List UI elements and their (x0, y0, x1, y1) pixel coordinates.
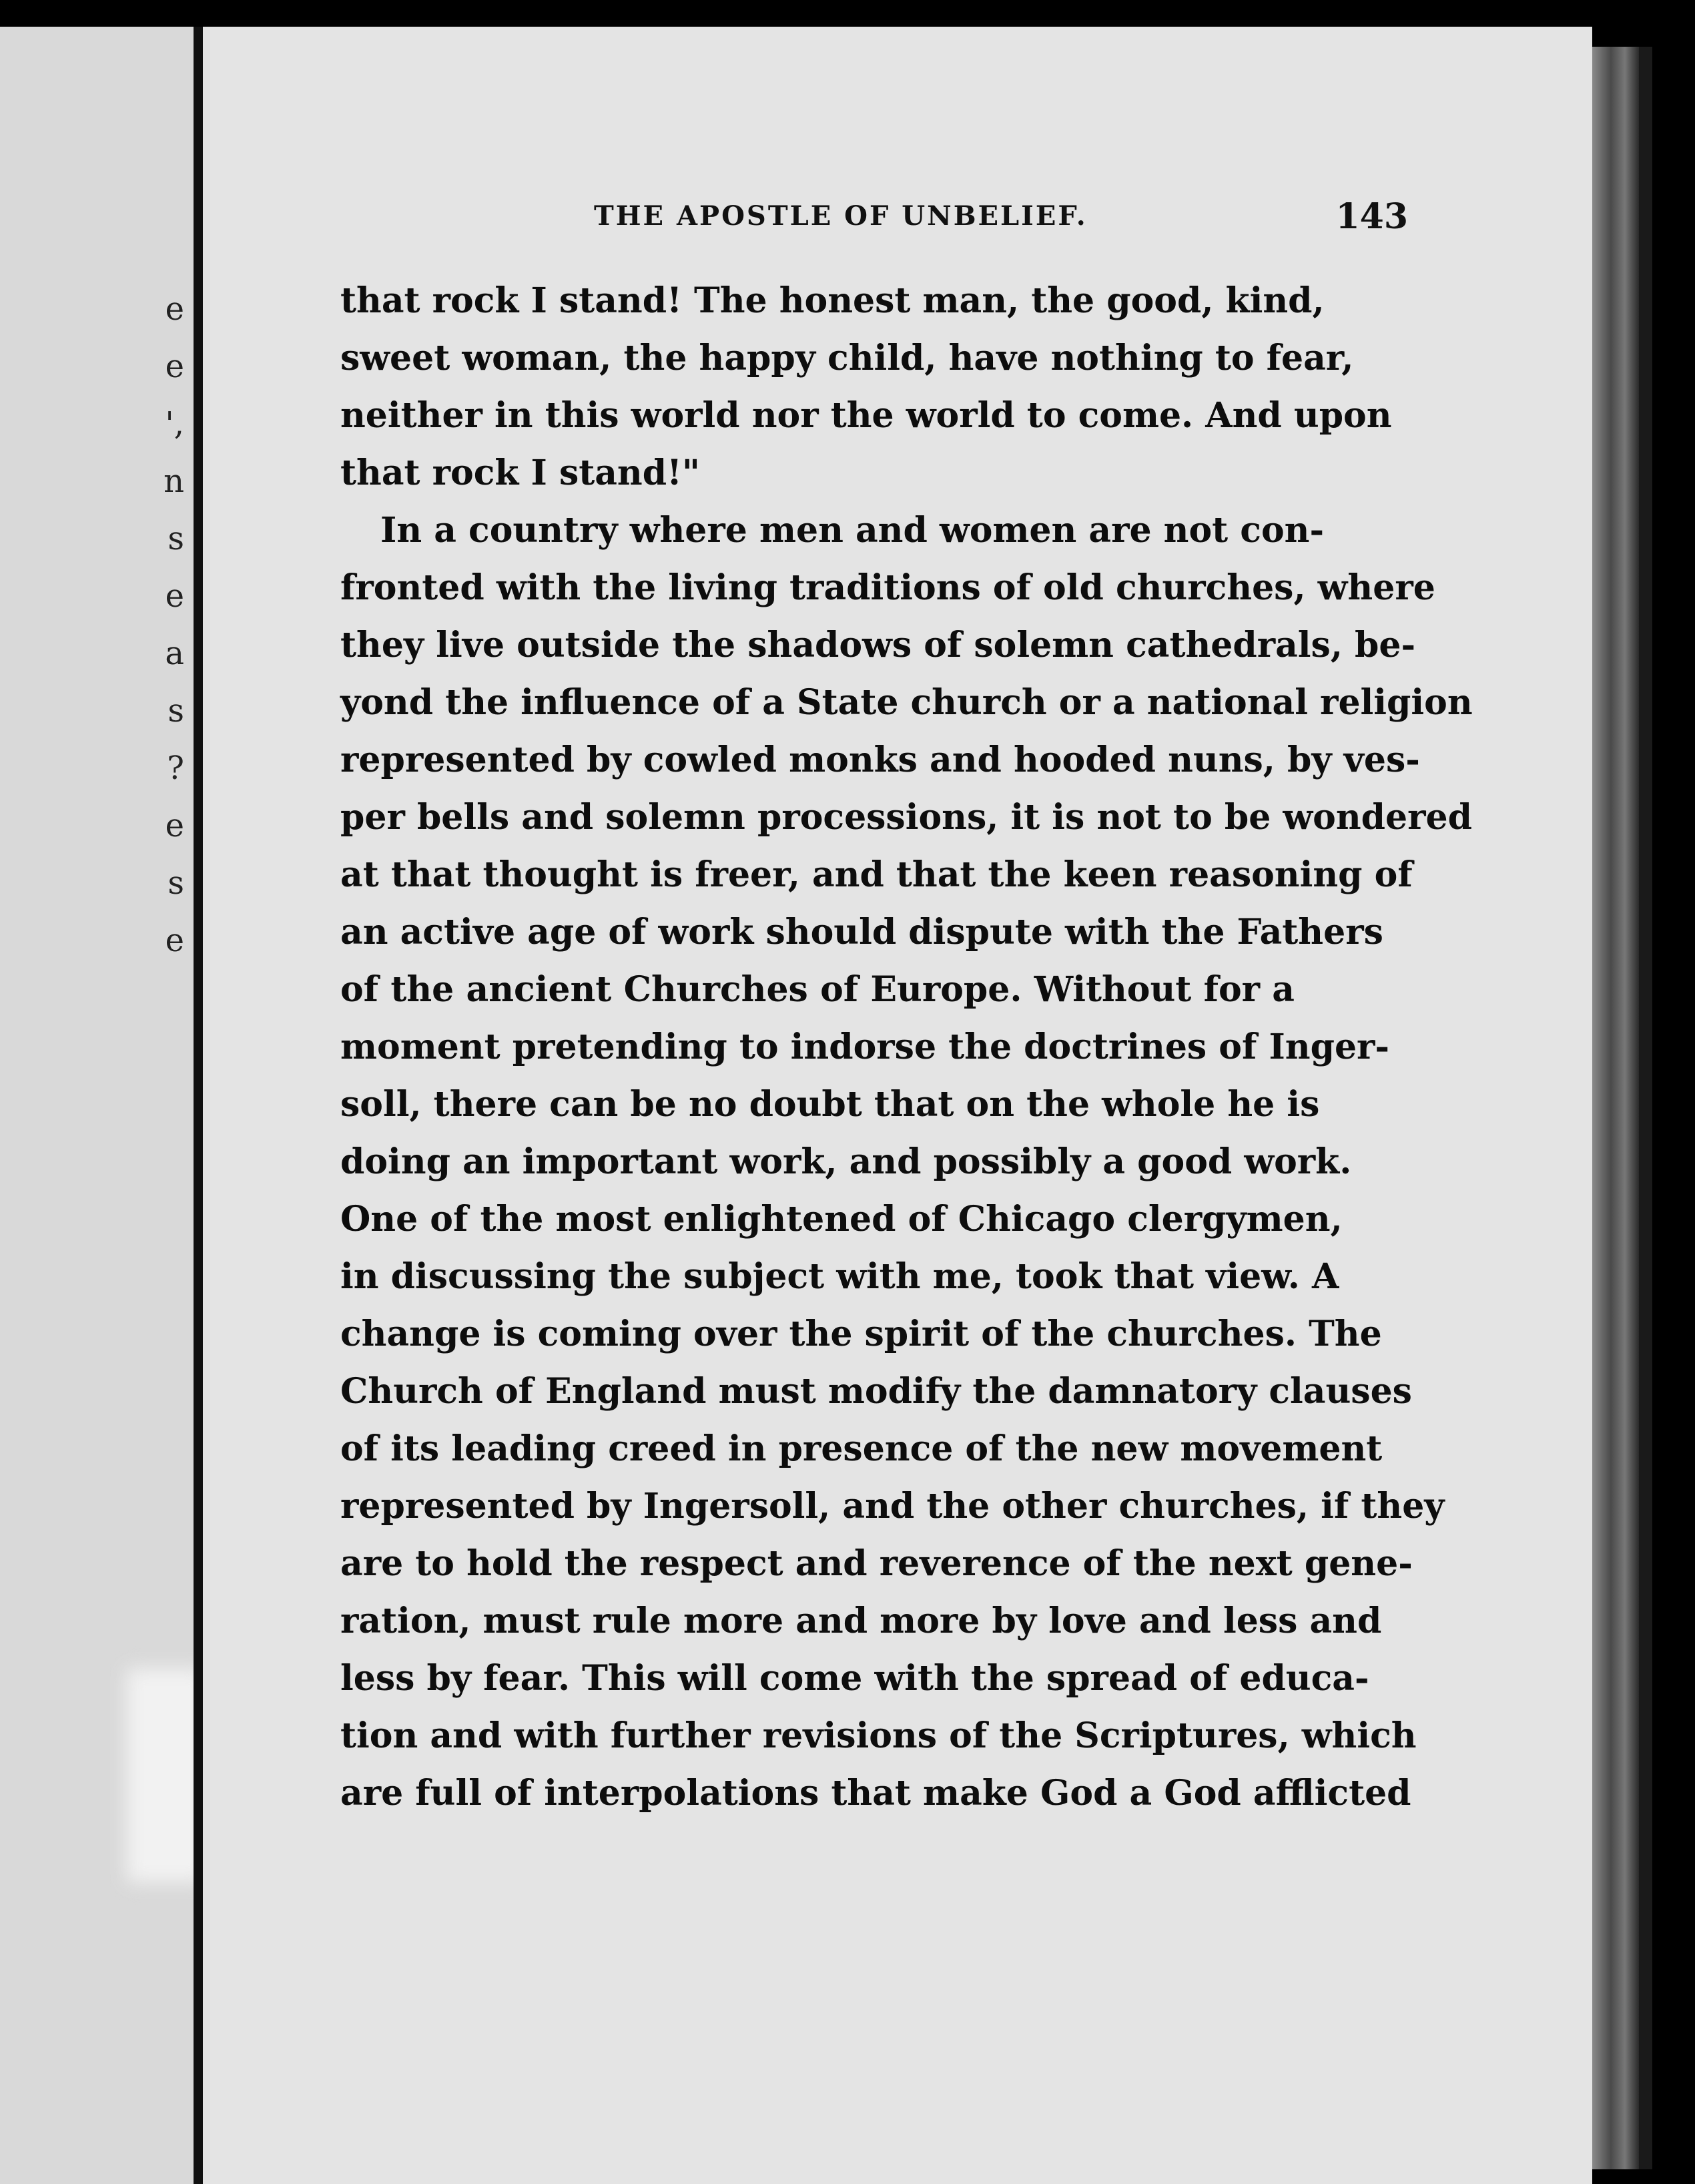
text-line: ration, must rule more and more by love and less and (340, 1601, 1382, 1641)
text-line: that rock I stand!" (340, 453, 701, 493)
text-line: per bells and solemn processions, it is not to be wondered (340, 797, 1472, 838)
text-line: doing an important work, and possibly a good work. (340, 1141, 1352, 1182)
page-number: 143 (1335, 196, 1408, 237)
running-head: THE APOSTLE OF UNBELIEF. (594, 200, 1088, 232)
text-line: In a country where men and women are not con- (380, 510, 1325, 551)
text-line: that rock I stand! The honest man, the good, kind, (340, 280, 1325, 321)
text-line: less by fear. This will come with the spread of educa- (340, 1658, 1369, 1699)
text-line: Church of England must modify the damnatory clauses (340, 1371, 1412, 1412)
left-page (0, 27, 194, 2184)
left-fragment: a (165, 635, 184, 672)
text-line: are full of interpolations that make God a God afflicted (340, 1773, 1411, 1814)
text-line: of the ancient Churches of Europe. Without for a (340, 969, 1295, 1010)
left-fragment: s (167, 520, 184, 557)
text-line: represented by cowled monks and hooded nuns, by ves- (340, 740, 1420, 780)
left-fragment: e (165, 290, 184, 328)
left-fragment: n (163, 463, 184, 500)
left-page-fragments (163, 280, 184, 969)
left-fragment: e (165, 577, 184, 615)
page-edge-shadow (1639, 47, 1652, 2169)
text-line: an active age of work should dispute with the Fathers (340, 912, 1383, 952)
text-line: yond the influence of a State church or a national religion (340, 682, 1473, 723)
left-fragment: s (167, 692, 184, 730)
text-line: at that thought is freer, and that the keen reasoning of (340, 854, 1413, 895)
left-fragment: e (165, 922, 184, 959)
body-text (340, 272, 1473, 1822)
text-line: change is coming over the spirit of the churches. The (340, 1314, 1382, 1354)
text-line: in discussing the subject with me, took that view. A (340, 1256, 1339, 1297)
page-edge (1592, 47, 1639, 2169)
left-fragment: s (167, 864, 184, 902)
text-line: fronted with the living traditions of old churches, where (340, 567, 1435, 608)
text-line: they live outside the shadows of solemn cathedrals, be- (340, 625, 1416, 665)
left-fragment: ? (167, 750, 184, 787)
text-line: moment pretending to indorse the doctrines of Inger- (340, 1027, 1390, 1067)
text-line: neither in this world nor the world to come. And upon (340, 395, 1392, 436)
text-line: sweet woman, the happy child, have nothing to fear, (340, 338, 1354, 378)
left-fragment: ', (165, 405, 184, 443)
text-line: represented by Ingersoll, and the other churches, if they (340, 1486, 1445, 1527)
text-line: tion and with further revisions of the Scriptures, which (340, 1715, 1417, 1756)
book-gutter (194, 27, 203, 2184)
text-line: of its leading creed in presence of the new movement (340, 1428, 1383, 1469)
page-header (380, 196, 1408, 247)
text-line: are to hold the respect and reverence of the next gene- (340, 1543, 1413, 1584)
text-line: One of the most enlightened of Chicago clergymen, (340, 1199, 1343, 1240)
left-fragment: e (165, 807, 184, 844)
text-line: soll, there can be no doubt that on the whole he is (340, 1084, 1320, 1125)
left-fragment: e (165, 348, 184, 385)
